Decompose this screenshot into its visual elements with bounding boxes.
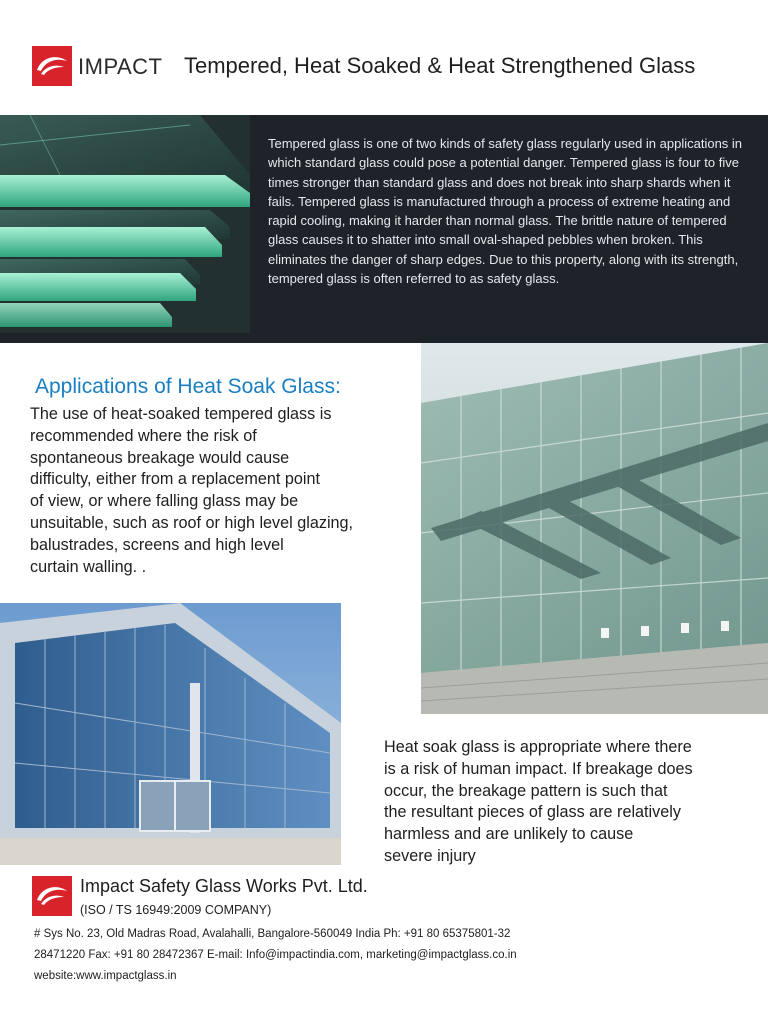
applications-line: curtain walling. . [30, 557, 147, 576]
applications-line: of view, or where falling glass may be [30, 492, 299, 511]
company-name: Impact Safety Glass Works Pvt. Ltd. [80, 876, 368, 896]
heat-soak-line: harmless and are unlikely to cause [384, 825, 634, 844]
website-line: website:www.impactglass.in [34, 970, 177, 982]
applications-line: difficulty, either from a replacement point [30, 470, 321, 489]
applications-line: The use of heat-soaked tempered glass is [30, 405, 332, 423]
applications-heading: Applications of Heat Soak Glass: [35, 375, 341, 398]
contact-details [34, 924, 754, 987]
iso-certification: (ISO / TS 16949:2009 COMPANY) [80, 903, 272, 917]
heat-soak-line: Heat soak glass is appropriate where there [384, 738, 692, 756]
heat-soak-line: is a risk of human impact. If breakage does [384, 759, 693, 778]
phone-email-line: 28471220 Fax: +91 80 28472367 E-mail: Info@impactindia.com, marketing@impactglass.co.in [34, 949, 517, 961]
heat-soak-line: severe injury [384, 846, 476, 865]
impact-logo-icon [32, 46, 72, 86]
heat-soak-line: occur, the breakage pattern is such that [384, 781, 668, 800]
applications-line: recommended where the risk of [30, 426, 257, 445]
page-title: Tempered, Heat Soaked & Heat Strengthened Glass [184, 53, 696, 78]
applications-line: unsuitable, such as roof or high level glazing, [30, 513, 354, 532]
glass-entrance-building-photo [0, 603, 341, 865]
applications-paragraph [30, 404, 410, 578]
heat-soak-line: the resultant pieces of glass are relatively [384, 803, 681, 822]
brand-name: IMPACT [78, 54, 163, 79]
applications-line: spontaneous breakage would cause [30, 448, 290, 467]
address-line: # Sys No. 23, Old Madras Road, Avalahalli, Bangalore-560049 India Ph: +91 80 65375801-32 [34, 928, 511, 940]
heat-soak-paragraph [384, 737, 764, 868]
impact-logo-icon [32, 876, 72, 916]
applications-line: balustrades, screens and high level [30, 535, 284, 554]
intro-paragraph: Tempered glass is one of two kinds of safety glass regularly used in applications in which standard glass could pose a potential danger. Tempered glass is four to five times stronger than standard glass and does not break into sharp shards when it fails. Tempered glass is manufactured through a process of extreme heating and rapid cooling, making it harder than normal glass. The brittle nature of tempered glass causes it to shatter into small oval-shaped pebbles when broken. This eliminates the danger of sharp edges. Due to this property, along with its strength, tempered glass is often referred to as safety glass. [268, 136, 743, 287]
tempered-glass-stack-image [0, 115, 250, 333]
glass-canopy-facade-photo [421, 343, 768, 714]
